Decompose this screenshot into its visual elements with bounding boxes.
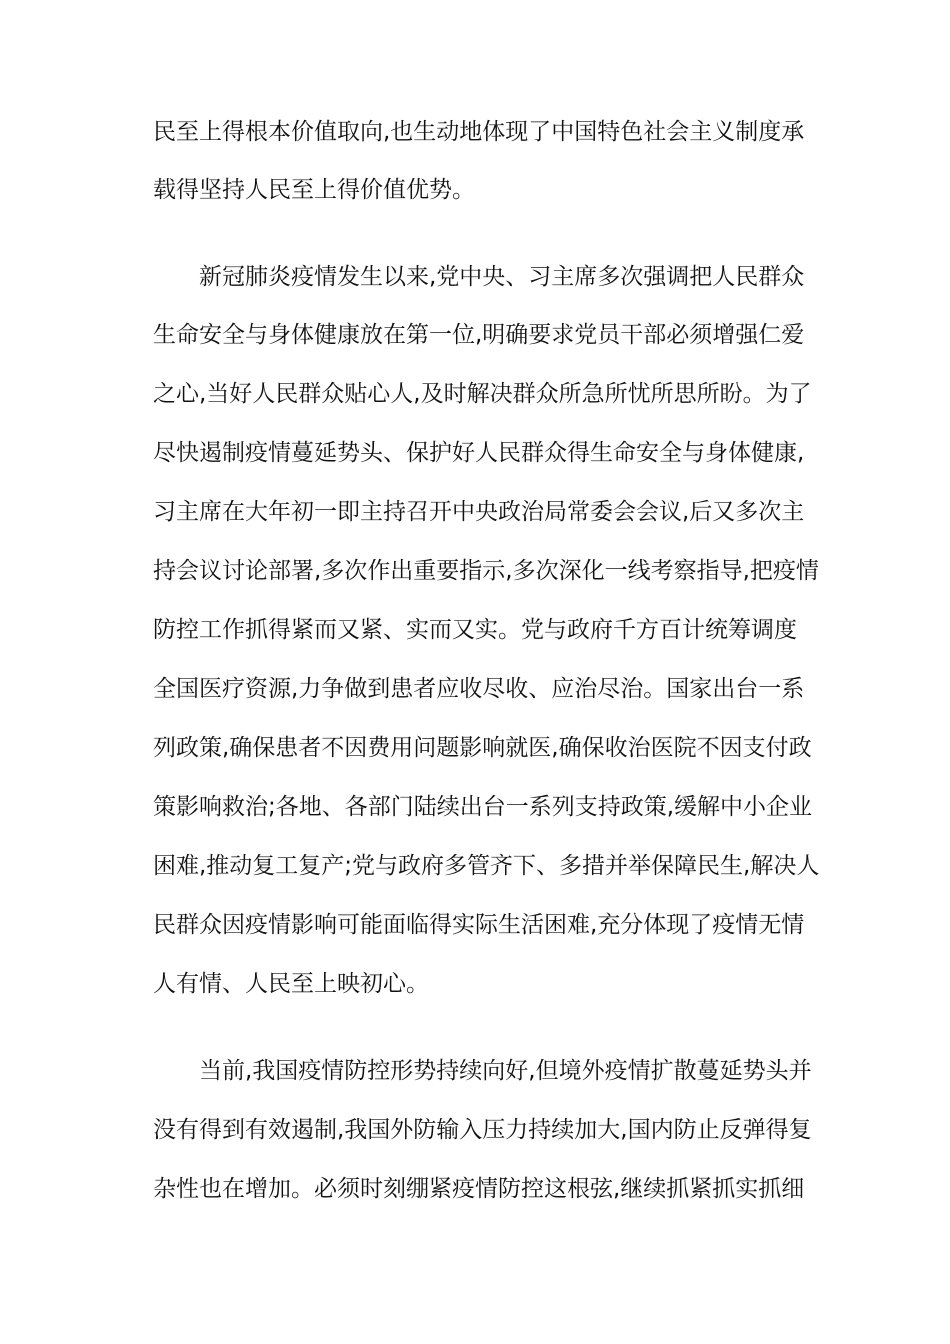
text-line: 杂性也在增加。必须时刻绷紧疫情防控这根弦,继续抓紧抓实抓细 — [153, 1176, 805, 1202]
text-line: 持会议讨论部署,多次作出重要指示,多次深化一线考察指导,把疫情 — [153, 558, 819, 584]
text-line: 习主席在大年初一即主持召开中央政治局常委会会议,后又多次主 — [153, 499, 805, 525]
text-line: 列政策,确保患者不因费用问题影响就医,确保收治医院不因支付政 — [153, 735, 812, 761]
text-line: 当前,我国疫情防控形势持续向好,但境外疫情扩散蔓延势头并 — [199, 1058, 812, 1084]
text-line: 没有得到有效遏制,我国外防输入压力持续加大,国内防止反弹得复 — [153, 1117, 812, 1143]
text-line: 人有情、人民至上映初心。 — [153, 971, 429, 997]
text-line: 全国医疗资源,力争做到患者应收尽收、应治尽治。国家出台一系 — [153, 676, 805, 702]
text-line: 之心,当好人民群众贴心人,及时解决群众所急所忧所思所盼。为了 — [153, 381, 812, 407]
text-line: 民至上得根本价值取向,也生动地体现了中国特色社会主义制度承 — [153, 119, 805, 145]
text-line: 防控工作抓得紧而又紧、实而又实。党与政府千方百计统筹调度 — [153, 617, 797, 643]
text-line: 策影响救治;各地、各部门陆续出台一系列支持政策,缓解中小企业 — [153, 794, 813, 820]
text-line: 困难,推动复工复产;党与政府多管齐下、多措并举保障民生,解决人 — [153, 853, 820, 879]
text-line: 载得坚持人民至上得价值优势。 — [153, 177, 475, 203]
text-line: 新冠肺炎疫情发生以来,党中央、习主席多次强调把人民群众 — [199, 264, 805, 290]
text-line: 尽快遏制疫情蔓延势头、保护好人民群众得生命安全与身体健康, — [153, 440, 805, 466]
text-line: 生命安全与身体健康放在第一位,明确要求党员干部必须增强仁爱 — [153, 322, 805, 348]
text-line: 民群众因疫情影响可能面临得实际生活困难,充分体现了疫情无情 — [153, 912, 805, 938]
